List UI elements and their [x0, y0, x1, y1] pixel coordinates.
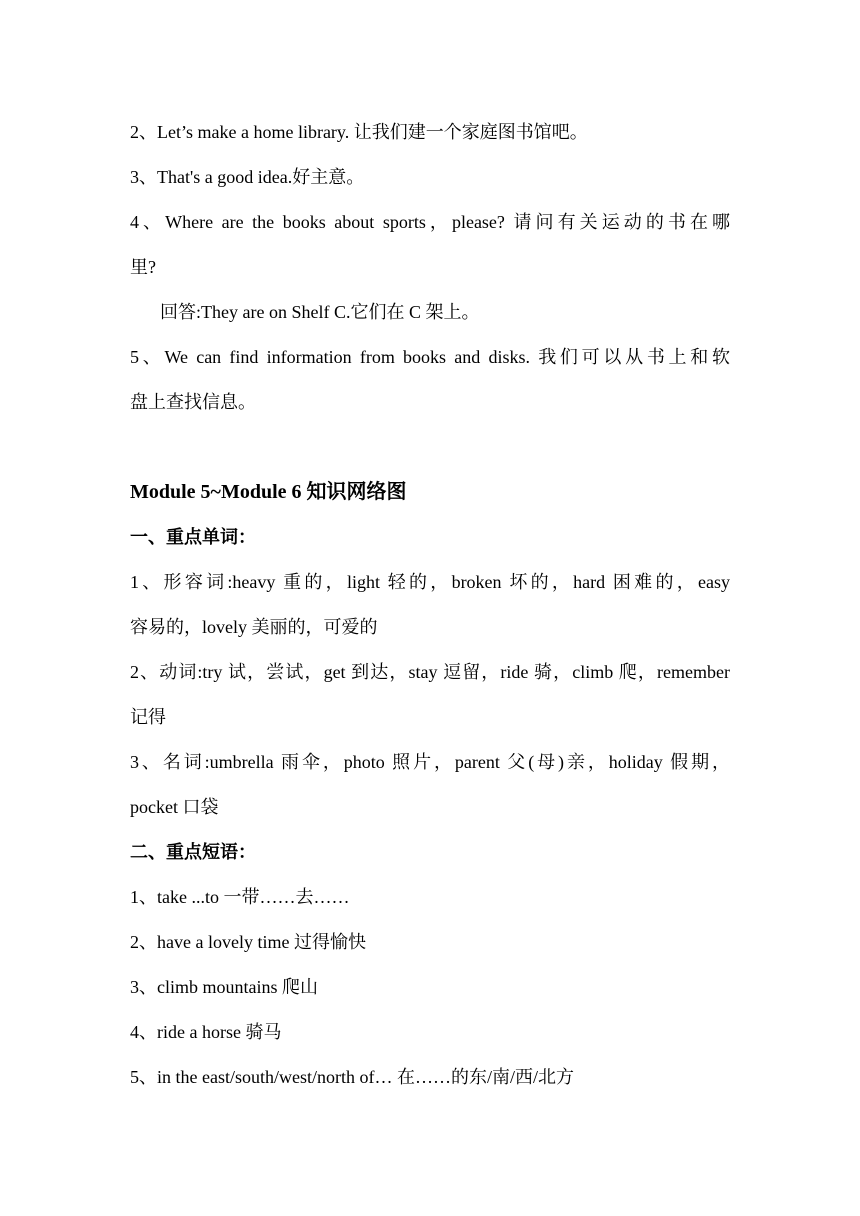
phrase-item: 2、have a lovely time 过得愉快	[130, 932, 366, 952]
adjectives-line: 1、形容词:heavy 重的，light 轻的，broken 坏的，hard 困难的，easy	[130, 572, 730, 592]
sentence-line-5-cont: 盘上查找信息。	[130, 392, 256, 412]
sentence-line-3: 3、That's a good idea.好主意。	[130, 167, 365, 187]
phrase-item: 3、climb mountains 爬山	[130, 977, 318, 997]
verbs-line: 2、动词:try 试，尝试，get 到达，stay 逗留，ride 骑，climb 爬，remember	[130, 662, 730, 682]
sentence-line-2: 2、Let’s make a home library. 让我们建一个家庭图书馆吧。	[130, 122, 588, 142]
phrases-heading: 二、重点短语：	[130, 842, 256, 862]
nouns-line: 3、名词:umbrella 雨伞，photo 照片，parent 父(母)亲，holiday 假期，	[130, 752, 730, 772]
answer-line: 回答:They are on Shelf C.它们在 C 架上。	[160, 302, 480, 322]
sentence-line-4: 4、Where are the books about sports，please? 请问有关运动的书在哪	[130, 212, 730, 232]
module-heading: Module 5~Module 6 知识网络图	[130, 481, 407, 503]
spacer	[130, 425, 730, 470]
phrase-item: 5、in the east/south/west/north of… 在……的东/南/西/北方	[130, 1067, 574, 1087]
phrase-item: 1、take ...to 一带……去……	[130, 887, 350, 907]
sentence-line-4-cont: 里?	[130, 257, 156, 277]
document-page	[130, 110, 730, 1100]
nouns-line-cont: pocket 口袋	[130, 797, 219, 817]
adjectives-line-cont: 容易的，lovely 美丽的，可爱的	[130, 617, 378, 637]
sentence-line-5: 5、We can find information from books and disks. 我们可以从书上和软	[130, 347, 730, 367]
verbs-line-cont: 记得	[130, 707, 166, 727]
phrase-item: 4、ride a horse 骑马	[130, 1022, 282, 1042]
words-heading: 一、重点单词：	[130, 527, 256, 547]
